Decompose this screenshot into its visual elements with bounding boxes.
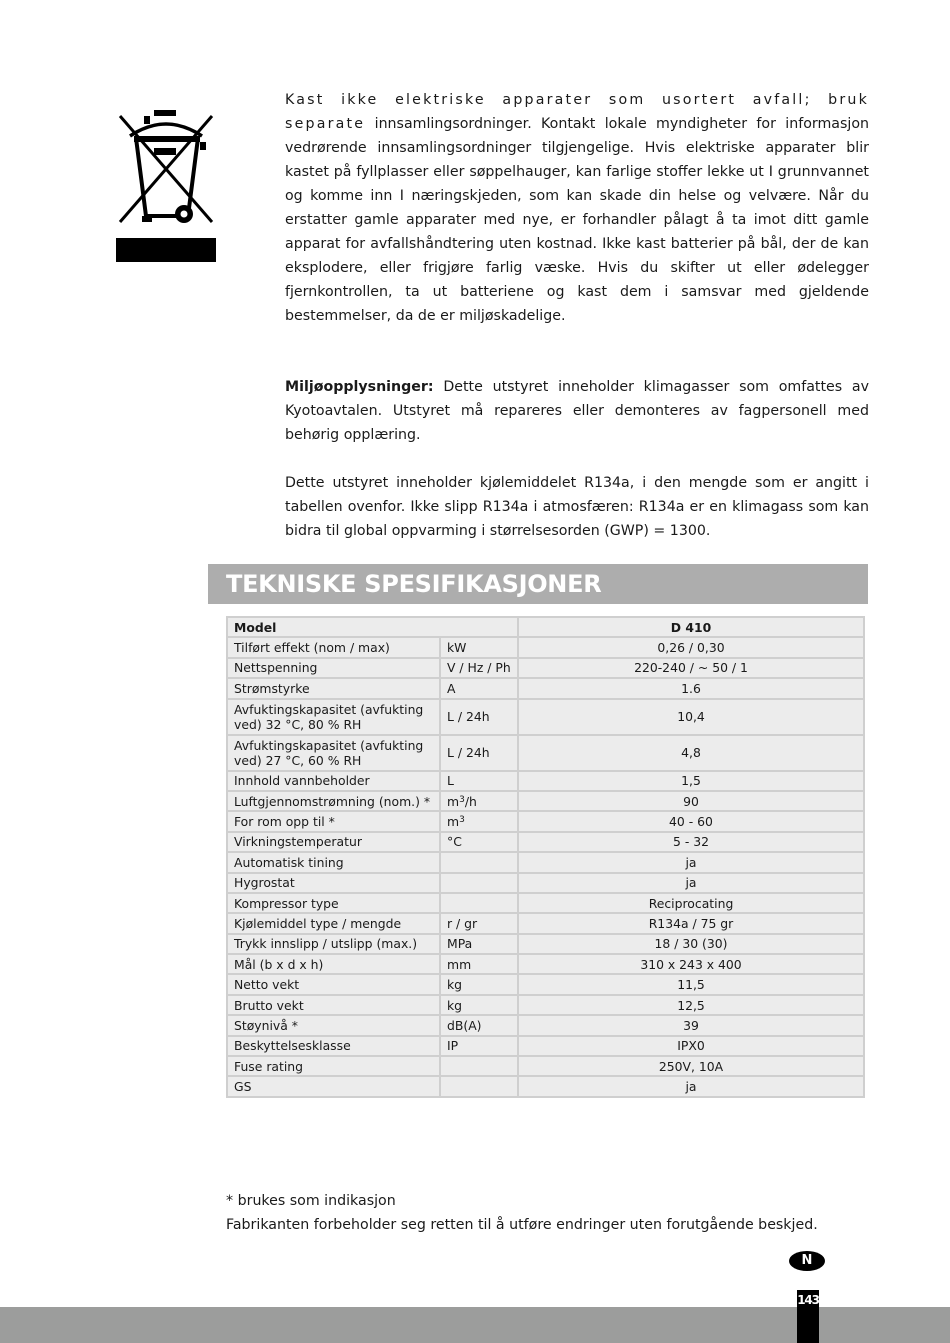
spec-value: 11,5: [518, 974, 864, 994]
spec-value: ja: [518, 852, 864, 872]
spec-label: Strømstyrke: [227, 678, 440, 698]
spec-label: Avfuktingskapasitet (avfukting ved) 27 °C, 60 % RH: [227, 735, 440, 771]
spec-value: 40 - 60: [518, 811, 864, 831]
spec-value: 10,4: [518, 699, 864, 735]
table-row: [227, 658, 864, 678]
spec-label: Nettspenning: [227, 658, 440, 678]
spec-unit: mm: [440, 954, 518, 974]
header-label: Model: [227, 617, 518, 637]
spec-value: R134a / 75 gr: [518, 913, 864, 933]
table-header-row: [227, 617, 864, 637]
specifications-table: [226, 616, 865, 1098]
spec-unit: kg: [440, 974, 518, 994]
spec-unit: [440, 1056, 518, 1076]
spec-value: 5 - 32: [518, 832, 864, 852]
spec-unit: kW: [440, 637, 518, 657]
spec-value: 4,8: [518, 735, 864, 771]
unit-exponent: 3: [459, 794, 465, 805]
spec-value: 1,5: [518, 771, 864, 791]
spec-value: 90: [518, 791, 864, 811]
footnote-indication: * brukes som indikasjon: [226, 1193, 396, 1209]
spec-unit: [440, 893, 518, 913]
table-row: [227, 771, 864, 791]
spec-label: Kompressor type: [227, 893, 440, 913]
spec-unit: L / 24h: [440, 735, 518, 771]
spec-unit: dB(A): [440, 1015, 518, 1035]
footnotes: [226, 1189, 866, 1237]
spec-unit: [440, 1076, 518, 1096]
spec-unit: [440, 873, 518, 893]
table-row: [227, 791, 864, 811]
table-row: [227, 1076, 864, 1096]
spec-label: Netto vekt: [227, 974, 440, 994]
table-row: [227, 974, 864, 994]
spec-value: 310 x 243 x 400: [518, 954, 864, 974]
table-row: [227, 832, 864, 852]
spec-unit: L / 24h: [440, 699, 518, 735]
spec-unit: IP: [440, 1036, 518, 1056]
spec-value: 0,26 / 0,30: [518, 637, 864, 657]
spec-label: Automatisk tining: [227, 852, 440, 872]
spec-label: For rom opp til *: [227, 811, 440, 831]
table-row: [227, 852, 864, 872]
spec-label: Hygrostat: [227, 873, 440, 893]
spec-unit: V / Hz / Ph: [440, 658, 518, 678]
spec-label: Støynivå *: [227, 1015, 440, 1035]
section-header-bar: [208, 564, 868, 604]
table-row: [227, 1056, 864, 1076]
spec-label: Innhold vannbeholder: [227, 771, 440, 791]
page-number: 143: [797, 1290, 819, 1343]
spec-label: Beskyttelsesklasse: [227, 1036, 440, 1056]
footnote-disclaimer: Fabrikanten forbeholder seg retten til å utføre endringer uten forutgående beskjed.: [226, 1217, 818, 1233]
language-badge: N: [789, 1251, 825, 1271]
unit-exponent: 3: [459, 815, 465, 826]
spec-unit: °C: [440, 832, 518, 852]
spec-label: Fuse rating: [227, 1056, 440, 1076]
environment-label: Miljøopplysninger:: [285, 379, 434, 395]
table-row: [227, 913, 864, 933]
table-row: [227, 893, 864, 913]
table-row: [227, 954, 864, 974]
table-row: [227, 699, 864, 735]
header-model: D 410: [518, 617, 864, 637]
spec-label: Kjølemiddel type / mengde: [227, 913, 440, 933]
spec-unit: [440, 852, 518, 872]
spec-label: Mål (b x d x h): [227, 954, 440, 974]
spec-label: Virkningstemperatur: [227, 832, 440, 852]
table-row: [227, 1015, 864, 1035]
spec-value: IPX0: [518, 1036, 864, 1056]
spec-unit: MPa: [440, 934, 518, 954]
spec-label: Brutto vekt: [227, 995, 440, 1015]
disposal-paragraph: [285, 88, 869, 328]
table-row: [227, 735, 864, 771]
table-row: [227, 1036, 864, 1056]
table-row: [227, 873, 864, 893]
spec-unit: [440, 811, 518, 831]
spec-value: 250V, 10A: [518, 1056, 864, 1076]
spec-label: Trykk innslipp / utslipp (max.): [227, 934, 440, 954]
spec-unit: kg: [440, 995, 518, 1015]
table-row: [227, 934, 864, 954]
disposal-first-line: Kast ikke elektriske apparater som usortert avfall; bruk separate: [285, 92, 869, 132]
unit-base: m: [447, 793, 460, 809]
table-row: [227, 995, 864, 1015]
weee-crossed-bin-icon: [114, 106, 218, 264]
disposal-text: innsamlingsordninger. Kontakt lokale myndigheter for informasjon vedrørende innsamlingsordninger tilgjengelige. Hvis elektriske apparater blir kastet på fyllplasser eller søppelhauger, kan farlige stoffer lekke ut I grunnvannet og komme inn I næringskjeden, som kan skade din helse og velvære. Når du erstatter gamle apparater med nye, er forhandler pålagt å ta imot ditt gamle apparat for avfallshåndtering uten kostnad. Ikke kast batterier på bål, der de kan eksplodere, eller frigjøre farlig væske. Hvis du skifter ut eller ødelegger fjernkontrollen, ta ut batteriene og kast dem i samsvar med gjeldende bestemmelser, da de er miljøskadelige.: [285, 116, 869, 324]
spec-value: 220-240 / ~ 50 / 1: [518, 658, 864, 678]
environment-paragraph: [285, 375, 869, 447]
table-row: [227, 811, 864, 831]
spec-unit: [440, 791, 518, 811]
spec-label: Avfuktingskapasitet (avfukting ved) 32 °C, 80 % RH: [227, 699, 440, 735]
spec-value: ja: [518, 1076, 864, 1096]
spec-value: 12,5: [518, 995, 864, 1015]
spec-label: Tilført effekt (nom / max): [227, 637, 440, 657]
spec-label: GS: [227, 1076, 440, 1096]
refrigerant-paragraph: Dette utstyret inneholder kjølemiddelet R134a, i den mengde som er angitt i tabellen ovenfor. Ikke slipp R134a i atmosfæren: R134a er en klimagass som kan bidra til global oppvarming i størrelsesorden (GWP) = 1300.: [285, 475, 869, 539]
spec-unit: r / gr: [440, 913, 518, 933]
table-row: [227, 637, 864, 657]
spec-label: Luftgjennomstrømning (nom.) *: [227, 791, 440, 811]
spec-value: 18 / 30 (30): [518, 934, 864, 954]
spec-value: 39: [518, 1015, 864, 1035]
environment-text: Dette utstyret inneholder klimagasser som omfattes av Kyotoavtalen. Utstyret må repareres eller demonteres av fagpersonell med behørig opplæring.: [285, 379, 869, 443]
spec-unit: A: [440, 678, 518, 698]
table-row: [227, 678, 864, 698]
unit-base: m: [447, 814, 460, 830]
section-title: TEKNISKE SPESIFIKASJONER: [226, 570, 602, 598]
spec-value: ja: [518, 873, 864, 893]
spec-value: 1.6: [518, 678, 864, 698]
spec-unit: L: [440, 771, 518, 791]
unit-tail: /h: [464, 793, 477, 809]
spec-value: Reciprocating: [518, 893, 864, 913]
